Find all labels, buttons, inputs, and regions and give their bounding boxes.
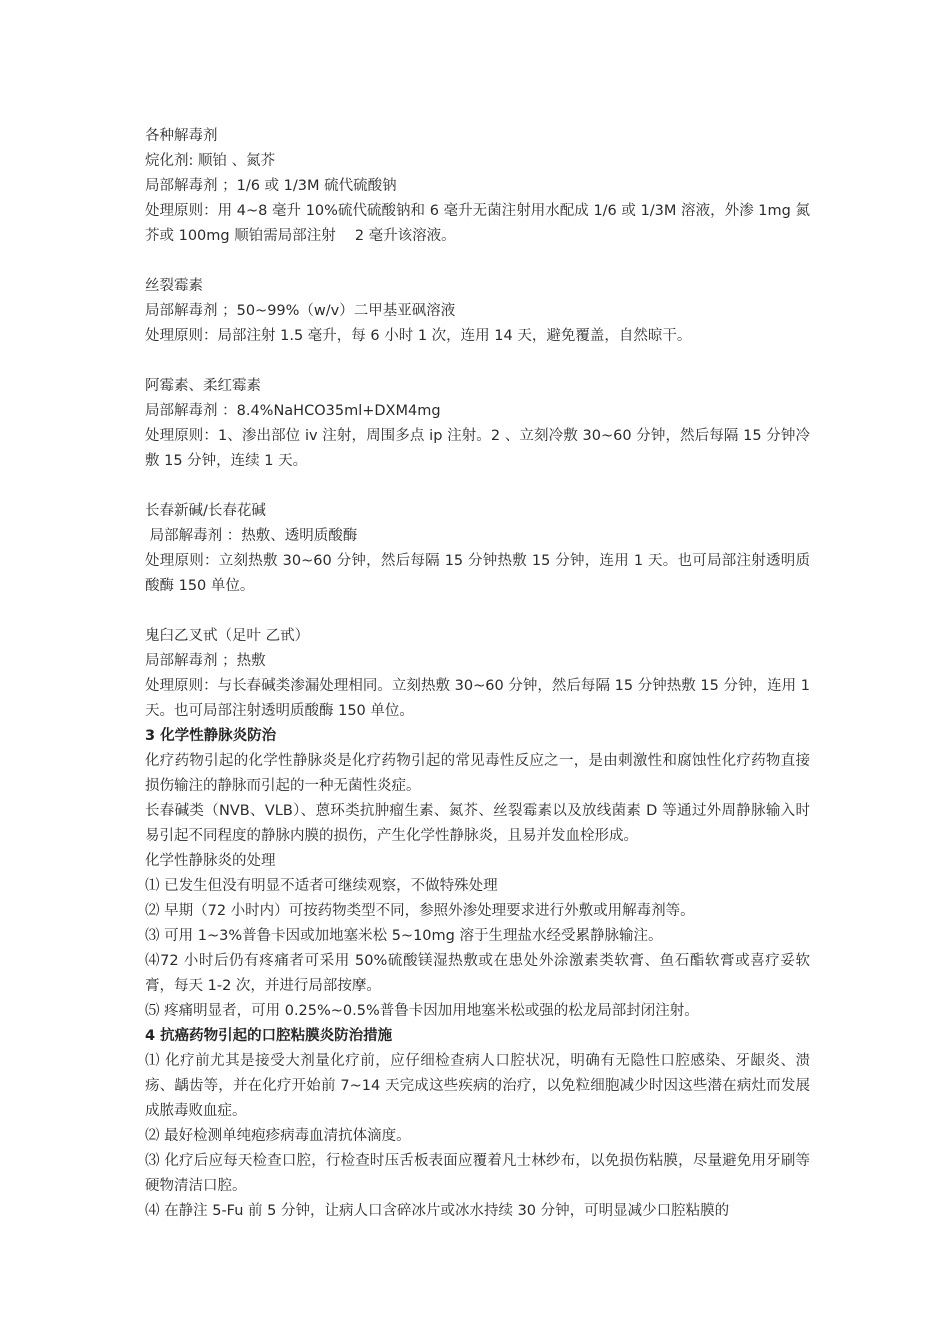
- document-page: [145, 124, 810, 1224]
- local-antidote-line: 局部解毒剂 ；50~99%（w/v）二甲基亚砜溶液: [145, 303, 456, 319]
- alkylating-agents-line: 烷化剂: 顺铂 、氮芥: [145, 153, 276, 169]
- list-item: ⑵ 早期（72 小时内）可按药物类型不同，参照外渗处理要求进行外敷或用解毒剂等。: [145, 903, 695, 919]
- list-item: ⑸ 疼痛明显者，可用 0.25%~0.5%普鲁卡因加用地塞米松或强的松龙局部封闭注射。: [145, 1003, 699, 1019]
- blank-line: [145, 249, 810, 274]
- list-item: ⑴ 已发生但没有明显不适者可继续观察，不做特殊处理: [145, 878, 498, 894]
- blank-line: [145, 599, 810, 624]
- list-item: ⑷72 小时后仍有疼痛者可采用 50%硫酸镁湿热敷或在患处外涂激素类软膏、鱼石酯软膏或喜疗妥软膏，每天 1-2 次，并进行局部按摩。: [145, 953, 810, 994]
- list-item: ⑶ 可用 1~3%普鲁卡因或加地塞米松 5~10mg 溶于生理盐水经受累静脉输注。: [145, 928, 663, 944]
- list-item: ⑵ 最好检测单纯疱疹病毒血清抗体滴度。: [145, 1128, 411, 1144]
- section-heading-phlebitis: 3 化学性静脉炎防治: [145, 728, 277, 744]
- list-item: ⑴ 化疗前尤其是接受大剂量化疗前，应仔细检查病人口腔状况，明确有无隐性口腔感染、牙龈炎、溃疡、龋齿等，并在化疗开始前 7~14 天完成这些疾病的治疗，以免粒细胞减少时因这些潜在病灶而发展成脓毒败血症。: [145, 1053, 810, 1119]
- treatment-principle-paragraph: 处理原则：立刻热敷 30~60 分钟，然后每隔 15 分钟热敷 15 分钟，连用 1 天。也可局部注射透明质酸酶 150 单位。: [145, 553, 810, 594]
- treatment-principle-paragraph: 处理原则：与长春碱类渗漏处理相同。立刻热敷 30~60 分钟，然后每隔 15 分钟热敷 15 分钟，连用 1 天。也可局部注射透明质酸酶 150 单位。: [145, 678, 810, 719]
- drug-heading-doxorubicin: 阿霉素、柔红霉素: [145, 378, 261, 394]
- section-title-antidotes: 各种解毒剂: [145, 128, 218, 144]
- local-antidote-line: 局部解毒剂 ；热敷: [145, 653, 266, 669]
- body-paragraph: 化疗药物引起的化学性静脉炎是化疗药物引起的常见毒性反应之一，是由刺激性和腐蚀性化疗药物直接损伤输注的静脉而引起的一种无菌性炎症。: [145, 753, 810, 794]
- drug-heading-etoposide: 鬼臼乙叉甙（足叶 乙甙）: [145, 628, 310, 644]
- local-antidote-line: 局部解毒剂 ：8.4%NaHCO35ml+DXM4mg: [145, 403, 441, 419]
- blank-line: [145, 474, 810, 499]
- section-heading-mucositis: 4 抗癌药物引起的口腔粘膜炎防治措施: [145, 1028, 393, 1044]
- body-paragraph: 长春碱类（NVB、VLB）、蒽环类抗肿瘤生素、氮芥、丝裂霉素以及放线菌素 D 等通过外周静脉输入时易引起不同程度的静脉内膜的损伤，产生化学性静脉炎，且易并发血栓形成。: [145, 803, 810, 844]
- treatment-principle-paragraph: 处理原则：用 4~8 毫升 10%硫代硫酸钠和 6 毫升无菌注射用水配成 1/6 或 1/3M 溶液，外渗 1mg 氮芥或 100mg 顺铂需局部注射 2 毫升该溶液。: [145, 203, 810, 244]
- drug-heading-mitomycin: 丝裂霉素: [145, 278, 203, 294]
- list-item: ⑷ 在静注 5-Fu 前 5 分钟，让病人口含碎冰片或冰水持续 30 分钟，可明显减少口腔粘膜的: [145, 1203, 730, 1219]
- treatment-principle-paragraph: 处理原则：局部注射 1.5 毫升，每 6 小时 1 次，连用 14 天，避免覆盖，自然晾干。: [145, 328, 692, 344]
- treatment-principle-paragraph: 处理原则：1、渗出部位 iv 注射，周围多点 ip 注射。2 、立刻冷敷 30~60 分钟，然后每隔 15 分钟冷敷 15 分钟，连续 1 天。: [145, 428, 810, 469]
- local-antidote-line: 局部解毒剂 ：热敷、透明质酸酶: [145, 528, 358, 544]
- blank-line: [145, 349, 810, 374]
- list-item: ⑶ 化疗后应每天检查口腔，行检查时压舌板表面应覆着凡士林纱布，以免损伤粘膜，尽量避免用牙刷等硬物清洁口腔。: [145, 1153, 810, 1194]
- drug-heading-vincristine: 长春新碱/长春花碱: [145, 503, 266, 519]
- subheading-phlebitis-treatment: 化学性静脉炎的处理: [145, 853, 276, 869]
- local-antidote-line: 局部解毒剂 ；1/6 或 1/3M 硫代硫酸钠: [145, 178, 397, 194]
